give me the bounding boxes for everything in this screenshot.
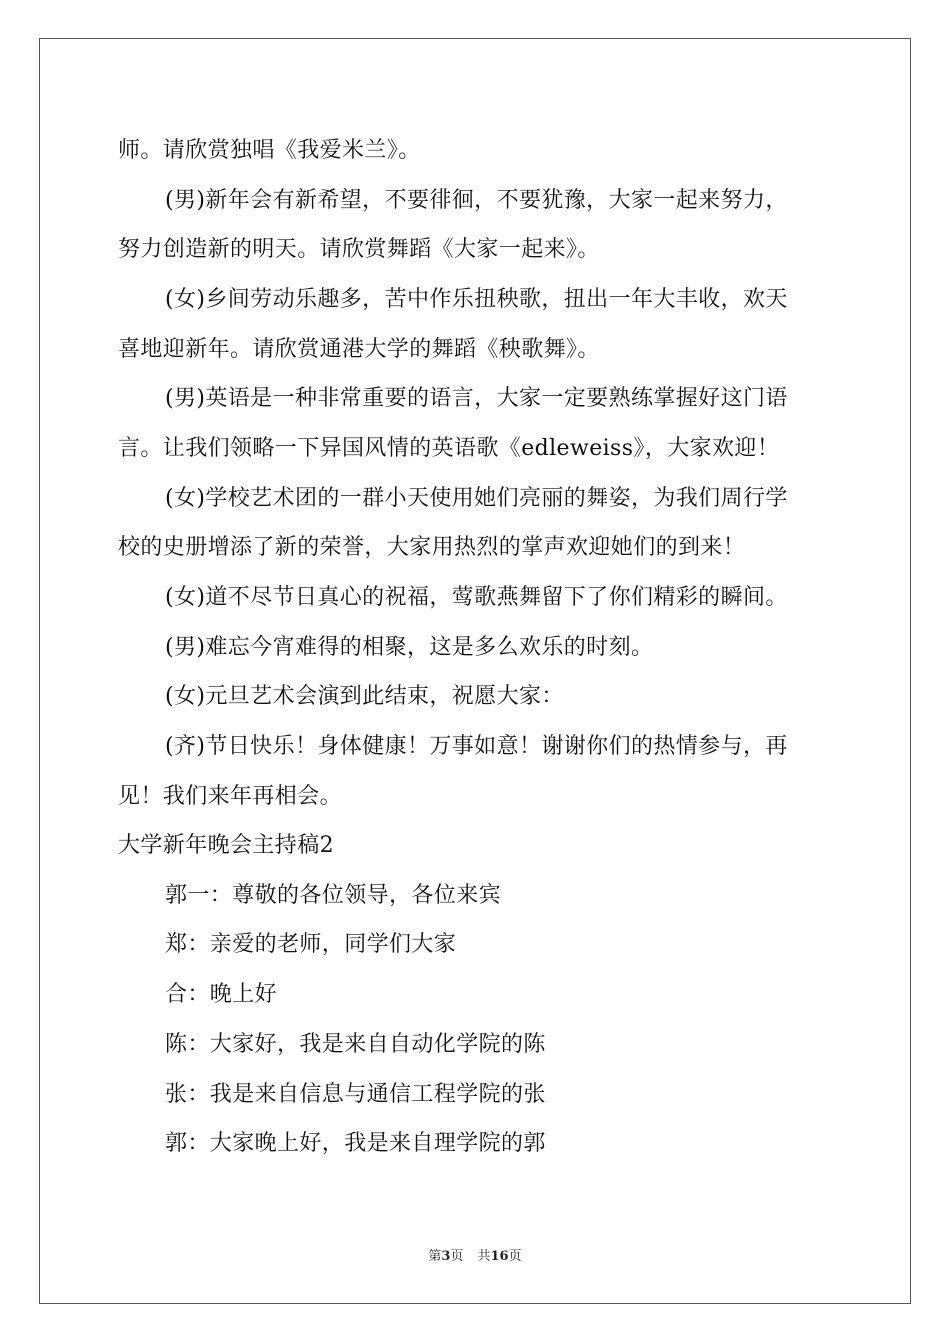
text-line: (女)元旦艺术会演到此结束，祝愿大家： [165, 684, 564, 709]
text-line: 言。让我们领略一下异国风情的英语歌《edleweiss》，大家欢迎！ [118, 436, 780, 461]
text-line: (女)乡间劳动乐趣多，苦中作乐扭秧歌，扭出一年大丰收，欢天 [165, 287, 788, 312]
text-line: 郭一：尊敬的各位领导，各位来宾 [165, 883, 502, 908]
text-line: 郭：大家晚上好，我是来自理学院的郭 [165, 1131, 546, 1156]
text-line: 喜地迎新年。请欣赏通港大学的舞蹈《秧歌舞》。 [118, 337, 600, 362]
text-line: 合：晚上好 [165, 982, 278, 1007]
text-line: 见！我们来年再相会。 [118, 784, 343, 809]
text-line: 师。请欣赏独唱《我爱米兰》。 [118, 138, 421, 163]
text-line: (女)学校艺术团的一群小天使用她们亮丽的舞姿，为我们周行学 [165, 486, 788, 511]
section-heading: 大学新年晚会主持稿2 [118, 833, 334, 858]
text-line: 努力创造新的明天。请欣赏舞蹈《大家一起来》。 [118, 237, 600, 262]
page-prefix: 第 [428, 1249, 442, 1264]
text-line: (女)道不尽节日真心的祝福，莺歌燕舞留下了你们精彩的瞬间。 [165, 585, 788, 610]
current-page-number: 3 [441, 1249, 451, 1264]
text-line: 郑：亲爱的老师，同学们大家 [165, 932, 457, 957]
page-footer [0, 1249, 950, 1265]
total-suffix: 页 [508, 1249, 522, 1264]
text-line: 校的史册增添了新的荣誉，大家用热烈的掌声欢迎她们的到来！ [118, 535, 746, 560]
page-suffix: 页 [450, 1249, 464, 1264]
text-line: (齐)节日快乐！身体健康！万事如意！谢谢你们的热情参与，再 [165, 734, 788, 759]
total-prefix: 共 [477, 1249, 491, 1264]
text-line: 陈：大家好，我是来自自动化学院的陈 [165, 1032, 546, 1057]
total-page-count: 16 [490, 1249, 509, 1264]
text-line: 张：我是来自信息与通信工程学院的张 [165, 1082, 546, 1107]
page-border [39, 38, 911, 1304]
text-line: (男)难忘今宵难得的相聚，这是多么欢乐的时刻。 [165, 635, 654, 660]
text-line: (男)新年会有新希望，不要徘徊，不要犹豫，大家一起来努力， [165, 188, 788, 213]
text-line: (男)英语是一种非常重要的语言，大家一定要熟练掌握好这门语 [165, 386, 788, 411]
